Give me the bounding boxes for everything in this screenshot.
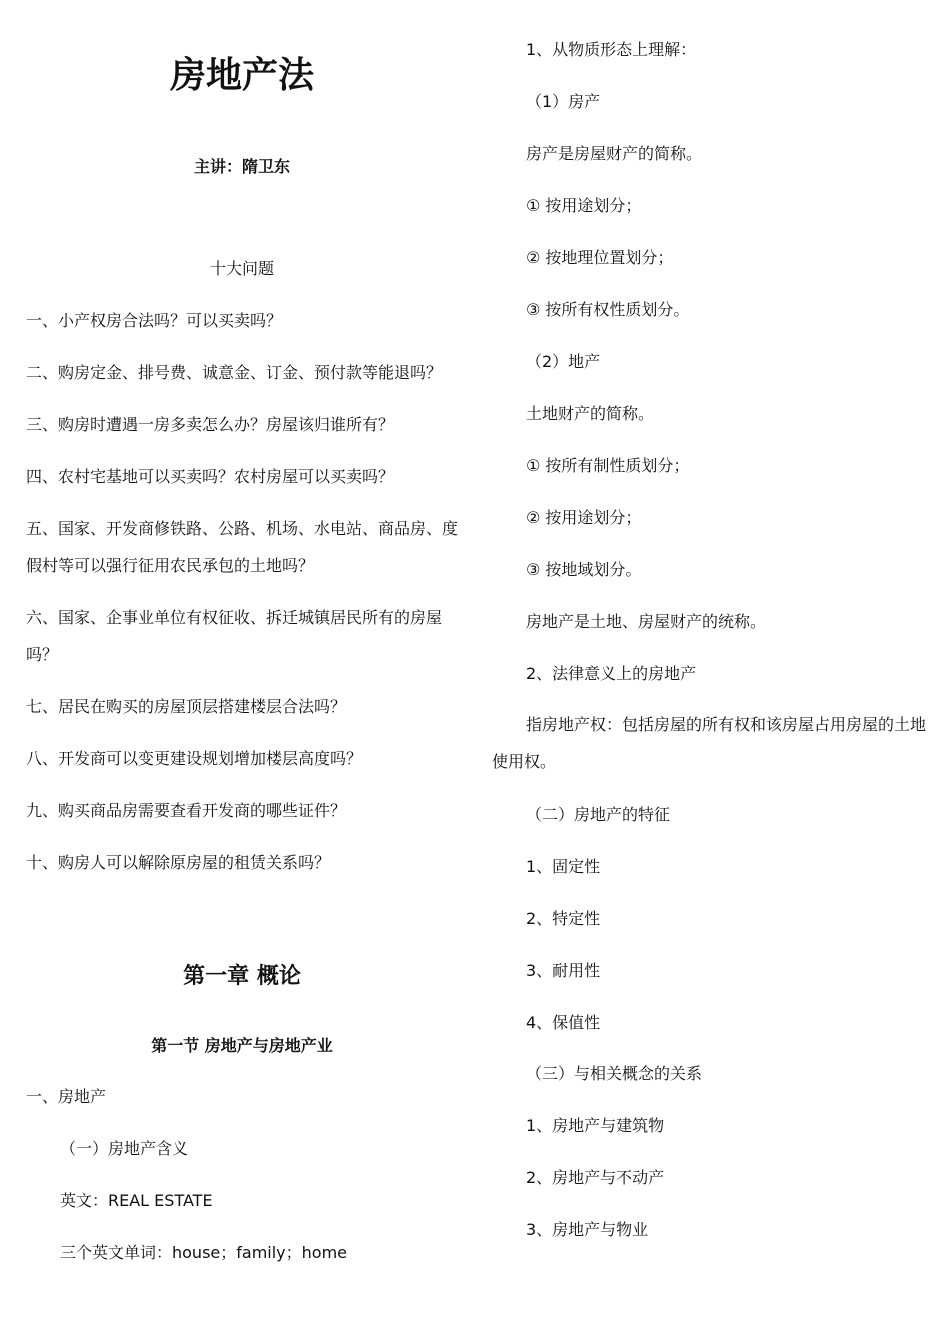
three-words-line: 三个英文单词：house；family；home	[60, 1243, 347, 1262]
questions-heading: 十大问题	[209, 259, 274, 278]
text-line: 2、特定性	[526, 909, 601, 928]
question-item: 四、农村宅基地可以买卖吗？农村房屋可以买卖吗？	[26, 467, 395, 486]
text-line: ② 按用途划分；	[526, 508, 642, 527]
text-line: ① 按所有制性质划分；	[526, 456, 690, 475]
question-item: 一、小产权房合法吗？可以买卖吗？	[26, 311, 283, 330]
document-title: 房地产法	[169, 55, 314, 96]
text-line: （1）房产	[526, 92, 601, 111]
question-item: 七、居民在购买的房屋顶层搭建楼层合法吗？	[26, 697, 347, 716]
text-line: （二）房地产的特征	[526, 805, 671, 824]
text-line: （三）与相关概念的关系	[526, 1064, 703, 1083]
question-item: 十、购房人可以解除原房屋的租赁关系吗？	[26, 853, 331, 872]
section-heading: 第一节 房地产与房地产业	[151, 1036, 333, 1055]
question-item: 九、购买商品房需要查看开发商的哪些证件？	[26, 801, 347, 820]
text-line: 3、房地产与物业	[526, 1220, 649, 1239]
text-line: 房产是房屋财产的简称。	[526, 144, 703, 163]
question-item: 三、购房时遭遇一房多卖怎么办？房屋该归谁所有？	[26, 415, 395, 434]
question-item: 八、开发商可以变更建设规划增加楼层高度吗？	[26, 749, 363, 768]
question-item: 二、购房定金、排号费、诚意金、订金、预付款等能退吗？	[26, 363, 443, 382]
legal-meaning-paragraph: 指房地产权：包括房屋的所有权和该房屋占用房屋的土地使用权。	[492, 715, 927, 771]
text-line: ③ 按所有权性质划分。	[526, 300, 690, 319]
text-line: ① 按用途划分；	[526, 196, 642, 215]
text-line: 1、从物质形态上理解：	[526, 40, 697, 59]
text-line: ③ 按地域划分。	[526, 560, 642, 579]
text-line: 1、固定性	[526, 857, 601, 876]
text-line: 3、耐用性	[526, 961, 601, 980]
text-line: 2、法律意义上的房地产	[526, 664, 697, 683]
text-line: 房地产是土地、房屋财产的统称。	[526, 612, 767, 631]
subsection-heading: （一）房地产含义	[60, 1139, 189, 1158]
text-line: ② 按地理位置划分；	[526, 248, 674, 267]
text-line: 4、保值性	[526, 1013, 601, 1032]
question-item: 六、国家、企事业单位有权征收、拆迁城镇居民所有的房屋吗？	[26, 608, 443, 664]
item-heading: 一、房地产	[26, 1087, 107, 1106]
text-line: （2）地产	[526, 352, 601, 371]
chapter-heading: 第一章 概论	[183, 964, 301, 989]
lecturer-line: 主讲：隋卫东	[193, 157, 290, 176]
text-line: 2、房地产与不动产	[526, 1168, 665, 1187]
english-line: 英文：REAL ESTATE	[60, 1191, 213, 1210]
text-line: 土地财产的简称。	[526, 404, 655, 423]
text-line: 1、房地产与建筑物	[526, 1116, 665, 1135]
question-item: 五、国家、开发商修铁路、公路、机场、水电站、商品房、度假村等可以强行征用农民承包的土地吗？	[26, 519, 459, 575]
